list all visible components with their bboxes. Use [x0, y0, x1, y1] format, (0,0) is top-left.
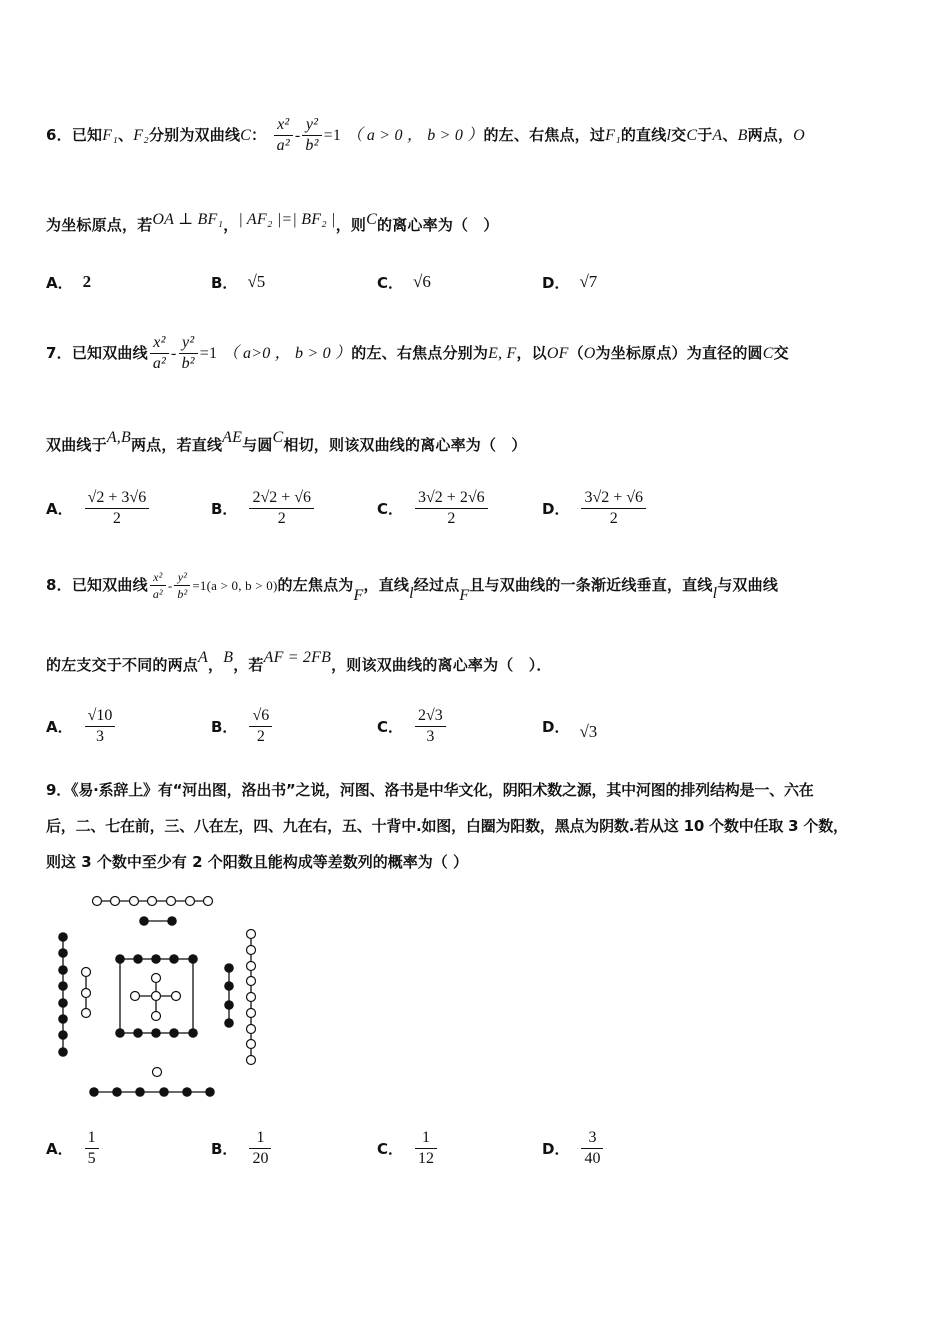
q8-eq-minus: - [167, 578, 173, 593]
q6-option-c[interactable]: C． √6 [377, 272, 431, 292]
q7-line-2 [46, 418, 527, 465]
circles [58, 897, 255, 1097]
q6-text: 两点， [747, 126, 794, 144]
q6-condition: （ a > 0 ， b > 0 ） [346, 127, 484, 144]
q8-options [46, 696, 906, 756]
q7-eq-frac-x: $\frac{\text{x²}}{\text{a²}}$ [150, 333, 169, 374]
q7-options [46, 478, 906, 538]
q9-stem [46, 772, 908, 880]
q6-eq-frac-x: $\frac{\text{x²}}{\text{a²}}$ [274, 115, 293, 156]
q9-line-2: 后，二、七在前，三、八在左，四、九在右，五、十背中.如图，白圈为阳数，黑点为阴数.若从这 10 个数中任取 3 个数， [46, 817, 848, 835]
q6-l: l [666, 127, 672, 144]
q9-line-3: 则这 3 个数中至少有 2 个阳数且能构成等差数列的概率为（ ） [46, 853, 468, 871]
q8-text: 经过点 [413, 576, 460, 594]
q6-text: 交 [671, 126, 687, 144]
q7-ae: AE [222, 429, 243, 446]
q6-sep: 、 [722, 126, 738, 144]
q6-text: 于 [697, 126, 713, 144]
q8-line-1 [46, 558, 778, 623]
q8-f: F [459, 587, 470, 604]
q6-eq-minus: - [294, 127, 301, 144]
q6-c: C [366, 211, 378, 228]
q6-text: 的直线 [620, 126, 667, 144]
q8-f: F [353, 587, 364, 604]
q7-o: O [583, 345, 596, 362]
q6-text: 6．已知 [46, 126, 103, 144]
q7-option-d[interactable]: D． $\frac{3√2 + √6}{2}$ [542, 478, 648, 538]
q6-eq-rhs: =1 [323, 127, 342, 144]
q6-c: C [240, 127, 252, 144]
q8-option-b[interactable]: B． $\frac{√6}{2}$ [211, 696, 274, 756]
q8-text: 与双曲线 [717, 576, 779, 594]
q8-text: ，直线 [363, 576, 410, 594]
q7-eq-minus: - [171, 345, 177, 362]
q6-option-a[interactable]: A． 2 [46, 272, 92, 292]
q9-line-1: 9．《易·系辞上》有“河出图，洛出书”之说，河图、洛书是中华文化，阴阳术数之源，其中河图的排列结构是一、六在 [46, 781, 814, 799]
q6-text: 为坐标原点，若 [46, 216, 153, 234]
q7-option-b[interactable]: B． $\frac{2√2 + √6}{2}$ [211, 478, 316, 538]
q6-f1: F₁ [605, 127, 621, 144]
q7-ef: E, F [488, 345, 517, 362]
q7-text: ，以 [516, 344, 547, 362]
q9-option-b[interactable]: B． $\frac{1}{20}$ [211, 1120, 273, 1176]
q7-text: 为坐标原点）为直径的圆 [595, 344, 763, 362]
q7-text: 7．已知双曲线 [46, 344, 148, 362]
q7-text: 交 [773, 344, 789, 362]
q6-cond-perp: OA ⊥ BF₁ [152, 211, 224, 228]
q8-l: l [409, 585, 414, 602]
q8-text: ，则该双曲线的离心率为（ ）． [331, 656, 552, 674]
q8-option-d[interactable]: D． √3 [542, 717, 598, 741]
q8-comma: ， [208, 656, 224, 674]
q6-line-2 [46, 200, 499, 245]
q6-sep: 、 [118, 126, 134, 144]
q7-text: 双曲线于 [46, 436, 107, 454]
q7-option-a[interactable]: A． $\frac{√2 + 3√6}{2}$ [46, 478, 151, 538]
q8-text: 且与双曲线的一条渐近线垂直，直线 [469, 576, 713, 594]
q8-option-c[interactable]: C． $\frac{2√3}{3}$ [377, 696, 448, 756]
q6-o: O [793, 127, 805, 144]
q9-option-c[interactable]: C． $\frac{1}{12}$ [377, 1120, 439, 1176]
q6-text: ，则 [335, 216, 367, 234]
q8-text: ，若 [233, 656, 264, 674]
q9-option-a[interactable]: A． $\frac{1}{5}$ [46, 1120, 101, 1176]
q7-condition: （ a>0 ， b > 0 ） [222, 345, 352, 362]
q8-eq-frac-x: $\frac{\text{x²}}{\text{a²}}$ [150, 569, 166, 602]
hetu-diagram [50, 892, 280, 1104]
q8-a: A [198, 649, 208, 666]
q7-of: OF [546, 345, 569, 362]
q6-b: B [737, 127, 748, 144]
q8-text: 的左支交于不同的两点 [46, 656, 199, 674]
q8-line-2 [46, 638, 552, 685]
q7-c: C [762, 345, 774, 362]
q7-text: 相切，则该双曲线的离心率为（ ） [283, 436, 527, 454]
q8-b: B [223, 649, 234, 666]
q7-eq-frac-y: $\frac{\text{y²}}{\text{b²}}$ [179, 333, 198, 374]
q8-eq-frac-y: $\frac{\text{y²}}{\text{b²}}$ [174, 569, 190, 602]
q9-options [46, 1120, 906, 1176]
q7-text: 两点，若直线 [130, 436, 223, 454]
q8-option-a[interactable]: A． $\frac{√10}{3}$ [46, 696, 117, 756]
q6-text: 分别为双曲线 [148, 126, 241, 144]
q6-line-1 [46, 110, 805, 161]
q6-text: 的左、右焦点，过 [483, 126, 606, 144]
q7-text: 与圆 [242, 436, 273, 454]
q8-text: 的左焦点为 [277, 576, 354, 594]
q7-line-1 [46, 325, 789, 382]
q6-comma: ， [223, 216, 239, 234]
q8-condition: AF = 2FB [263, 649, 332, 666]
q6-f2: F₂ [133, 127, 149, 144]
q7-ab: A,B [106, 429, 131, 446]
q8-eq-rhs: =1(a > 0, b > 0) [192, 578, 278, 593]
q6-c: C [686, 127, 698, 144]
q9-option-d[interactable]: D． $\frac{3}{40}$ [542, 1120, 605, 1176]
q7-c: C [272, 429, 284, 446]
q6-eq-frac-y: $\frac{\text{y²}}{\text{b²}}$ [302, 115, 321, 156]
q6-text: 的离心率为（ ） [377, 216, 499, 234]
q6-f1: F₁ [102, 127, 118, 144]
q6-option-d[interactable]: D． √7 [542, 272, 598, 292]
q6-option-b[interactable]: B． √5 [211, 272, 266, 292]
q7-eq-rhs: =1 [199, 345, 218, 362]
q6-colon: ： [251, 126, 267, 144]
q8-l: l [712, 585, 718, 602]
q6-options [46, 252, 906, 312]
q6-a: A [712, 127, 723, 144]
q8-text: 8．已知双曲线 [46, 576, 148, 594]
q7-text: （ [568, 344, 584, 362]
q7-option-c[interactable]: C． $\frac{3√2 + 2√6}{2}$ [377, 478, 490, 538]
q6-cond-abs: | AF₂ |=| BF₂ | [238, 211, 336, 228]
q7-text: 的左、右焦点分别为 [351, 344, 489, 362]
